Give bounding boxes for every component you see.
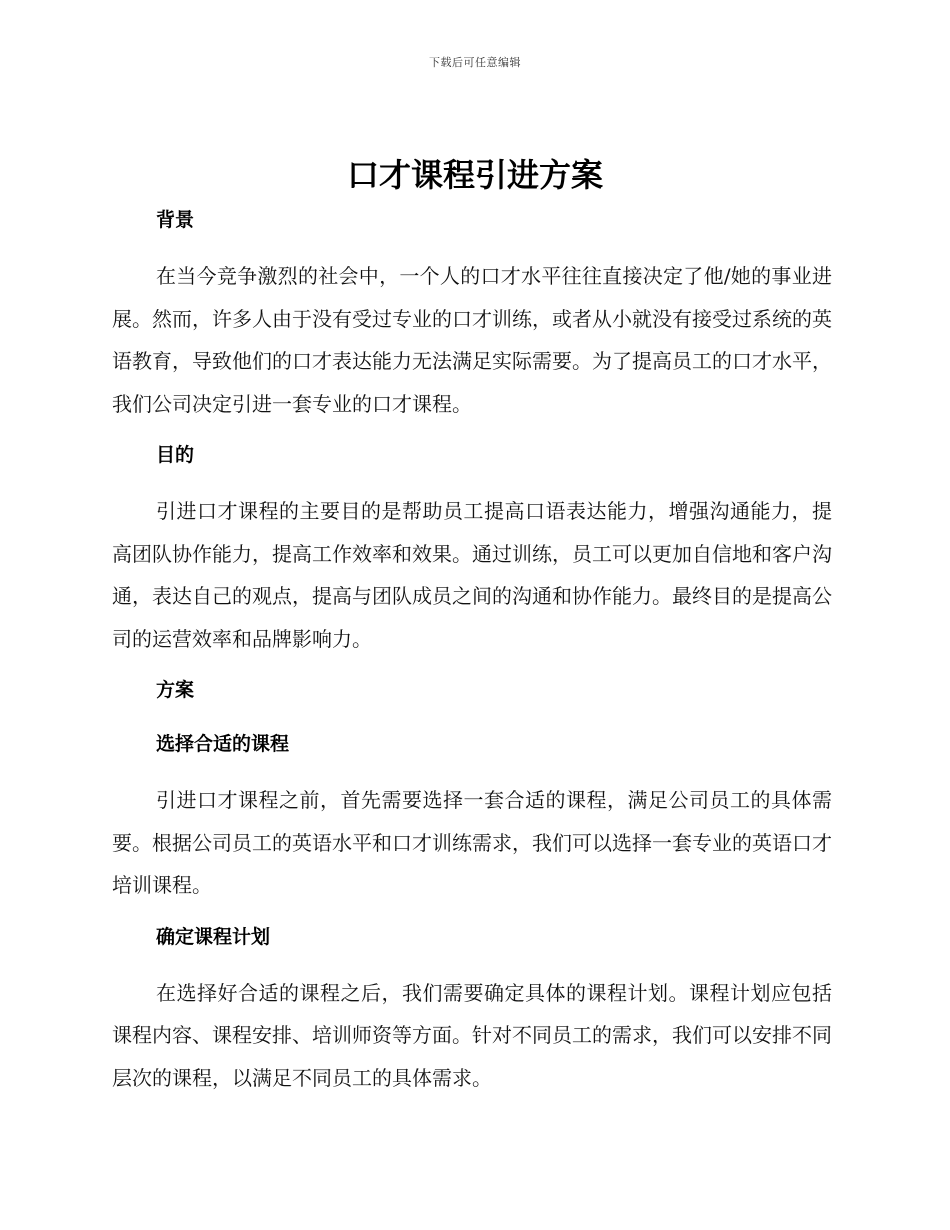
- header-note: 下载后可任意编辑: [429, 56, 521, 69]
- heading-purpose: 目的: [156, 444, 195, 466]
- heading-plan: 方案: [156, 679, 195, 701]
- document-title: 口才课程引进方案: [346, 156, 603, 194]
- paragraph-purpose: 引进口才课程的主要目的是帮助员工提高口语表达能力，增强沟通能力，提高团队协作能力，提高工作效率和效果。通过训练，员工可以更加自信地和客户沟通，表达自己的观点，提高与团队成员之间的沟通和协作能力。最终目的是提高公司的运营效率和品牌影响力。: [112, 499, 832, 651]
- heading-course-plan: 确定课程计划: [156, 925, 271, 948]
- document-body: [112, 204, 832, 1099]
- heading-choose-course: 选择合适的课程: [156, 733, 290, 755]
- paragraph-background: 在当今竞争激烈的社会中，一个人的口才水平往往直接决定了他/她的事业进展。然而，许多人由于没有受过专业的口才训练，或者从小就没有接受过系统的英语教育，导致他们的口才表达能力无法满足实际需要。为了提高员工的口才水平，我们公司决定引进一套专业的口才课程。: [112, 264, 832, 416]
- paragraph-course-plan: 在选择好合适的课程之后，我们需要确定具体的课程计划。课程计划应包括课程内容、课程安排、培训师资等方面。针对不同员工的需求，我们可以安排不同层次的课程，以满足不同员工的具体需求。: [112, 980, 832, 1090]
- paragraph-choose-course: 引进口才课程之前，首先需要选择一套合适的课程，满足公司员工的具体需要。根据公司员工的英语水平和口才训练需求，我们可以选择一套专业的英语口才培训课程。: [112, 788, 832, 897]
- heading-background: 背景: [156, 209, 195, 231]
